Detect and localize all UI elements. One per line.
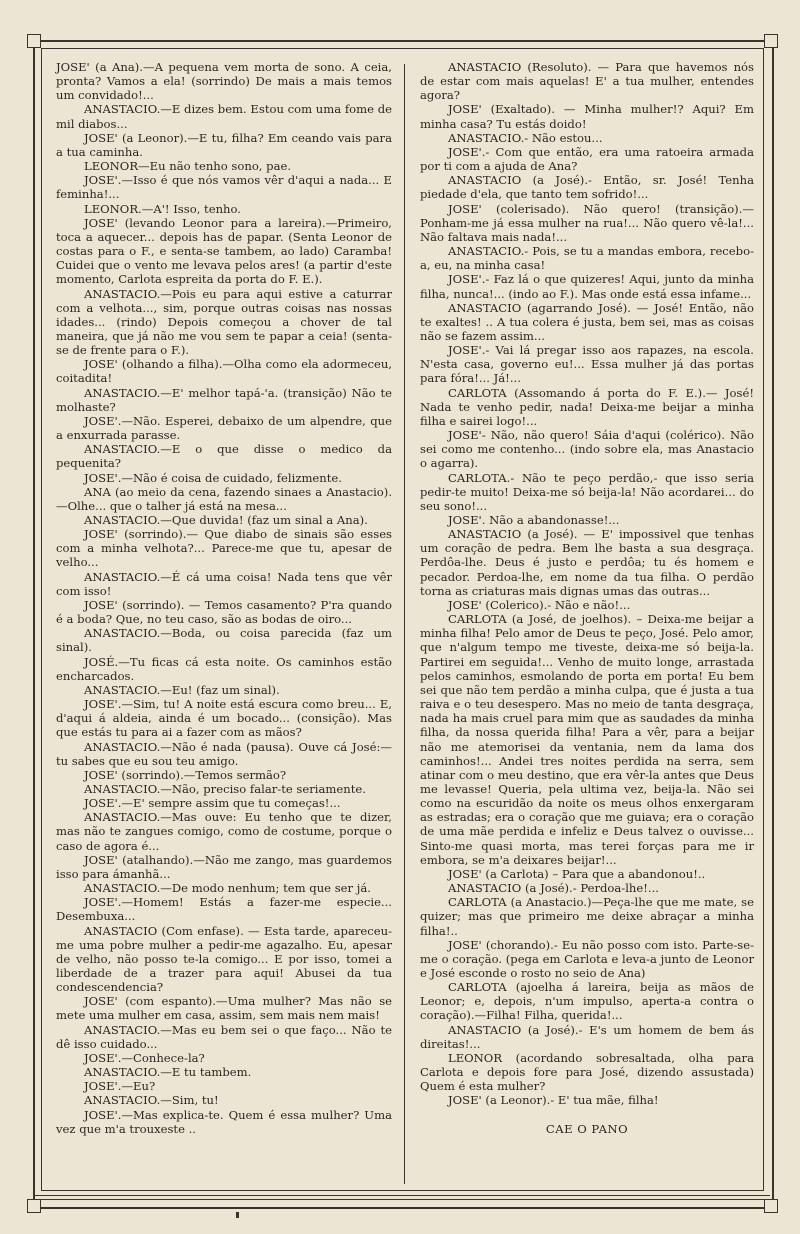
dialogue-paragraph: ANASTACIO (a José).- Então, sr. José! Tenha piedade d'ela, que tanto tem sofrido!... — [420, 173, 754, 202]
border-corner-ornament — [27, 1199, 41, 1213]
dialogue-paragraph: JOSE'.—Homem! Estás a fazer-me especie... Desembuxa... — [56, 895, 392, 924]
dialogue-paragraph: LEONOR—Eu não tenho sono, pae. — [84, 159, 292, 174]
dialogue-paragraph: JOSE'. Não a abandonasse!... — [448, 513, 620, 527]
dialogue-paragraph: ANASTACIO.—Não, preciso falar-te seriamente. — [84, 781, 366, 796]
dialogue-paragraph: JOSE' (chorando).- Eu não posso com isto. Parte-se-me o coração. (pega em Carlota e leva-a junto de Leonor e José esconde o rosto no seio de Ana) — [420, 937, 754, 980]
dialogue-paragraph: ANASTACIO.—Que duvida! (faz um sinal a Ana). — [84, 513, 368, 527]
dialogue-paragraph: JOSE'.—Sim, tu! A noite está escura como breu... E, d'aqui á aldeia, ainda é um bocado... (consição). Mas que estás tu para ai a fazer com as mãos? — [56, 697, 392, 740]
dialogue-paragraph: ANASTACIO (Com enfase). — Esta tarde, apareceu-me uma pobre mulher a pedir-me agazalho. Eu, apesar de velho, não posso te-la comigo... E por isso, tomei a liberdade de a trazer para aqui! Abusei da tua condescendencia? — [56, 923, 392, 995]
dialogue-paragraph: JOSE'.—Mas explica-te. Quem é essa mulher? Uma vez que m'a trouxeste .. — [56, 1107, 392, 1136]
dialogue-paragraph: ANASTACIO.—E' melhor tapá-'a. (transição) Não te molhaste? — [56, 385, 392, 414]
dialogue-paragraph: JOSE' (atalhando).—Não me zango, mas guardemos isso para ámanhã... — [56, 852, 392, 881]
dialogue-paragraph: JOSE'.—Conhece-la? — [84, 1050, 205, 1065]
dialogue-paragraph: ANASTACIO.—Sim, tu! — [84, 1093, 219, 1108]
dialogue-paragraph: JOSE' (a Leonor).- E' tua mãe, filha! — [448, 1093, 659, 1108]
dialogue-paragraph: LEONOR (acordando sobresaltada, olha para Carlota e depois fore para José, dizendo assustada) Quem é esta mulher? — [420, 1050, 754, 1094]
dialogue-paragraph: JOSE'.—Eu? — [84, 1079, 156, 1094]
dialogue-paragraph: CARLOTA (a Anastacio.)—Peça-lhe que me mate, se quizer; mas que primeiro me deixe abraçar a minha filha!.. — [420, 895, 754, 938]
dialogue-paragraph: JOSÉ.—Tu ficas cá esta noite. Os caminhos estão encharcados. — [56, 654, 392, 683]
dialogue-paragraph: JOSE'.—E' sempre assim que tu começas!... — [84, 796, 341, 811]
dialogue-paragraph: ANASTACIO.—Boda, ou coisa parecida (faz um sinal). — [56, 626, 392, 655]
dialogue-paragraph: CARLOTA (Assomando á porta do F. E.).— José! Nada te venho pedir, nada! Deixa-me beijar a minha filha e sairei logo!... — [420, 385, 754, 428]
dialogue-paragraph: ANASTACIO.—E dizes bem. Estou com uma fome de mil diabos... — [56, 102, 392, 131]
dialogue-paragraph: CARLOTA (a José, de joelhos). – Deixa-me beijar a minha filha! Pelo amor de Deus te peço, José. Pelo amor, que n'algum tempo me tiveste, deixa-me só beija-la. Partirei em seguida!... Venho de muito longe, arrastada pelos caminhos, esmolando de porta em porta! Eu bem sei que não tem perdão a minha culpa, que é justa a tua raiva e o teu desespero. Mas no meio de tanta desgraça, nada ha mais cruel para mim que as saudades da minha filha, da nossa querida filha! Para a vêr, para a beijar não me atemorisei da ventania, nem da lama dos caminhos!... Andei tres noites perdida na serra, sem atinar com o meu destino, que era vêr-la antes que Deus me levasse! Queria, pela ultima vez, beija-la. Não sei como na escuridão da noite os meus olhos enxergaram as estradas; era o coração que me guiava; era o coração de uma mãe perdida e infeliz e Deus talvez o ouvisse... Sinto-me quasi morta, mas terei forças para me ir embora, se m'a deixares beijar!... — [420, 612, 754, 867]
column-divider — [404, 64, 405, 1184]
dialogue-paragraph: JOSE' (colerisado). Não quero! (transição).— Ponham-me já essa mulher na rua!... Não quero vê-la!... Não faltava mais nada!... — [420, 201, 754, 244]
dialogue-paragraph: JOSE' (com espanto).—Uma mulher? Mas não se mete uma mulher em casa, assim, sem mais nem mais! — [56, 994, 392, 1023]
dialogue-paragraph: ANASTACIO (a José).- E's um homem de bem ás direitas!... — [420, 1022, 754, 1051]
dialogue-paragraph: JOSE' (a Carlota) – Para que a abandonou!.. — [448, 866, 706, 881]
dialogue-paragraph: JOSE' (Exaltado). — Minha mulher!? Aqui? Em minha casa? Tu estás doido! — [420, 102, 754, 131]
bottom-rule — [33, 1195, 770, 1196]
dialogue-paragraph: ANASTACIO.- Não estou... — [448, 130, 603, 145]
dialogue-paragraph: JOSE' (sorrindo). — Temos casamento? P'ra quando é a boda? Que, no teu caso, são as bodas de oiro... — [56, 597, 392, 627]
dialogue-paragraph: ANASTACIO.- Pois, se tu a mandas embora, recebo-a, eu, na minha casa! — [420, 244, 754, 273]
dialogue-paragraph: ANASTACIO (agarrando José). — José! Então, não te exaltes! .. A tua colera é justa, bem sei, mas as coisas não se fazem assim... — [420, 300, 754, 343]
dialogue-paragraph: JOSE'- Não, não quero! Sáia d'aqui (colérico). Não sei como me contenho... (indo sobre ela, mas Anastacio o agarra). — [420, 428, 754, 471]
dialogue-paragraph: JOSE' (olhando a filha).—Olha como ela adormeceu, coitadita! — [56, 357, 392, 386]
dialogue-paragraph: ANASTACIO.—E o que disse o medico da pequenita? — [56, 442, 392, 471]
border-corner-ornament — [764, 34, 778, 48]
dialogue-paragraph: ANASTACIO.—Eu! (faz um sinal). — [84, 682, 280, 697]
dialogue-paragraph: ANASTACIO (a José). — E' impossivel que tenhas um coração de pedra. Bem lhe basta a sua desgraça. Perdôa-lhe. Deus é justo e perdôa; tu és homem e pecador. Perdoa-lhe, em nome da tua filha. O perdão torna as criaturas mais dignas umas das outras... — [420, 527, 754, 598]
dialogue-paragraph: ANASTACIO.—E tu tambem. — [84, 1065, 252, 1080]
dialogue-paragraph: ANASTACIO (a José).- Perdoa-lhe!... — [448, 881, 659, 896]
curtain-note: CAE O PANO — [545, 1121, 629, 1136]
dialogue-paragraph: ANA (ao meio da cena, fazendo sinaes a Anastacio).—Olhe... que o talher já está na mesa... — [56, 484, 392, 513]
dialogue-paragraph: JOSE' (sorrindo).—Temos sermão? — [84, 767, 287, 782]
dialogue-paragraph: LEONOR.—A'! Isso, tenho. — [84, 201, 241, 216]
border-corner-ornament — [764, 1199, 778, 1213]
dialogue-paragraph: JOSE' (a Leonor).—E tu, filha? Em ceando vais para a tua caminha. — [56, 130, 392, 159]
dialogue-paragraph: JOSE'.- Faz lá o que quizeres! Aqui, junto da minha filha, nunca!... (indo ao F.). Mas onde está essa infame... — [420, 272, 754, 301]
dialogue-paragraph: JOSE'.- Com que então, era uma ratoeira armada por ti com a ajuda de Ana? — [420, 144, 754, 174]
dialogue-paragraph: ANASTACIO.—Pois eu para aqui estive a caturrar com a velhota..., sim, porque outras coisas nas nossas idades... (rindo) Depois começou a chover de tal maneira, que já não me vou sem te papar a ceia! (senta-se de frente para o F.). — [56, 286, 392, 358]
border-corner-ornament — [27, 34, 41, 48]
dialogue-paragraph: JOSE' (levando Leonor para a lareira).—Primeiro, toca a aquecer... depois has de papar. (Senta Leonor de costas para o F., e senta-se tambem, ao lado) Caramba! Cuidei que o vento me levava pelos ares! (a partir d'este momento, Carlota espreita da porta do F. E.). — [56, 215, 392, 287]
dialogue-paragraph: JOSE' (a Ana).—A pequena vem morta de sono. A ceia, pronta? Vamos a ela! (sorrindo) De mais a mais temos um convidado!... — [56, 60, 392, 103]
dialogue-paragraph: JOSE' (Colerico).- Não e não!... — [448, 597, 631, 612]
dialogue-paragraph: ANASTACIO.—De modo nenhum; tem que ser já. — [84, 881, 371, 896]
print-mark — [236, 1212, 239, 1218]
dialogue-paragraph: CARLOTA (ajoelha á lareira, beija as mãos de Leonor; e, depois, n'um impulso, aperta-a contra o coração).—Filha! Filha, querida!... — [420, 980, 754, 1023]
dialogue-paragraph: ANASTACIO (Resoluto). — Para que havemos nós de estar com mais aquelas! E' a tua mulher, entendes agora? — [420, 60, 754, 103]
dialogue-paragraph: ANASTACIO.—Não é nada (pausa). Ouve cá José:—tu sabes que eu sou teu amigo. — [56, 739, 392, 768]
bottom-rule — [33, 1199, 770, 1200]
dialogue-paragraph: ANASTACIO.—Mas eu bem sei o que faço... Não te dê isso cuidado... — [56, 1022, 392, 1051]
dialogue-paragraph: JOSE'.—Isso é que nós vamos vêr d'aqui a nada... E feminha!... — [56, 173, 392, 202]
dialogue-paragraph: ANASTACIO.—É cá uma coisa! Nada tens que vêr com isso! — [56, 569, 392, 598]
right-column — [420, 60, 754, 1136]
dialogue-paragraph: JOSE'.—Não é coisa de cuidado, felizmente. — [84, 470, 342, 485]
dialogue-paragraph: JOSE'.- Vai lá pregar isso aos rapazes, na escola. N'esta casa, governo eu!... Essa mulher já das portas para fóra!... Já!... — [420, 343, 754, 386]
dialogue-paragraph: JOSE'.—Não. Esperei, debaixo de um alpendre, que a enxurrada parasse. — [56, 413, 392, 443]
dialogue-paragraph: JOSE' (sorrindo).— Que diabo de sinais são esses com a minha velhota?... Parece-me que tu, apesar de velho... — [56, 527, 392, 570]
left-column — [56, 60, 392, 1136]
dialogue-paragraph: ANASTACIO.—Mas ouve: Eu tenho que te dizer, mas não te zangues comigo, como de costume, porque o caso de agora é... — [56, 810, 392, 853]
dialogue-paragraph: CARLOTA.- Não te peço perdão,- que isso seria pedir-te muito! Deixa-me só beija-la! Não acordarei... do seu sono!... — [420, 470, 754, 513]
